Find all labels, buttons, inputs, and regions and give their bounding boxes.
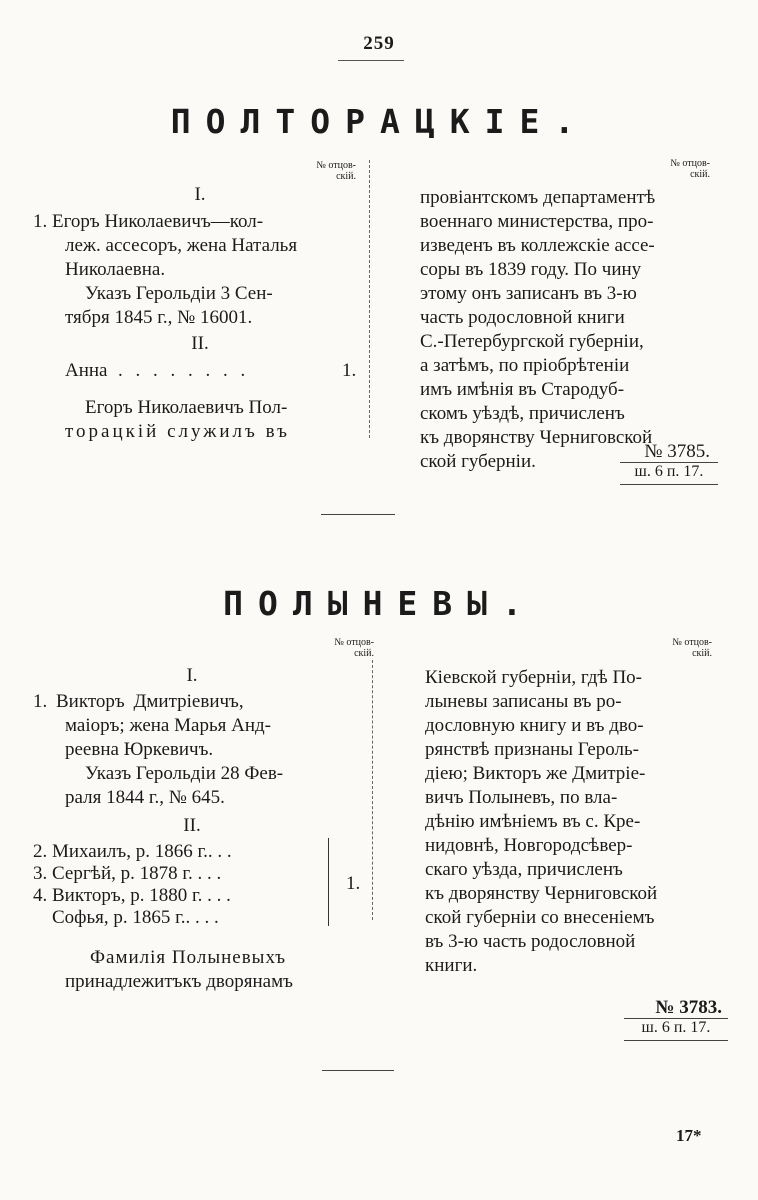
section1-right-line: изведенъ въ коллежскіе ассе- [420, 235, 655, 256]
section2-right-line: рянствѣ признаны Героль- [425, 739, 640, 760]
section1-entry1-line2: леж. ассесоръ, жена Наталья [65, 235, 298, 256]
section2-column-divider [372, 660, 373, 920]
section2-right-line: дѣнію имѣніемъ въ с. Кре- [425, 811, 641, 832]
section1-right-line: часть родословной книги [420, 307, 625, 328]
section2-children-brace [328, 838, 329, 926]
section2-coat: ш. 6 п. 17. [624, 1018, 728, 1041]
section1-generation-2: II. [191, 333, 209, 354]
section2-right-line: Кіевской губерніи, гдѣ По- [425, 667, 642, 688]
section2-col-note-right: № отцов- скій. [672, 637, 712, 659]
section1-right-line: ской губерніи. [420, 451, 536, 472]
section1-anna: Анна [65, 360, 108, 381]
section2-right-column [425, 666, 657, 978]
section2-right-line: скаго уѣзда, причисленъ [425, 859, 623, 880]
section1-right-line: имъ имѣнія въ Стародуб- [420, 379, 625, 400]
section2-right-line: нидовнѣ, Новгородсѣвер- [425, 835, 633, 856]
section-separator-1 [321, 514, 395, 515]
section2-child-2: 3. Сергѣй, р. 1878 г. . . . [33, 863, 222, 884]
section1-anna-father: 1. [342, 360, 357, 381]
section1-number: № 3785. [644, 441, 710, 462]
section1-entry1-line3: Николаевна. [65, 259, 166, 280]
section1-col-note-left: № отцов- скій. [316, 160, 356, 182]
section1-right-line: этому онъ записанъ въ 3-ю [420, 283, 637, 304]
section2-right-line: дословную книгу и въ дво- [425, 715, 644, 736]
section1-generation-1: I. [194, 184, 206, 205]
section1-right-line: провіантскомъ департаментѣ [420, 187, 656, 208]
section-separator-2 [322, 1070, 394, 1071]
section2-entry1-line3: реевна Юркевичъ. [65, 739, 214, 760]
section1-col-note-right: № отцов- скій. [670, 158, 710, 180]
section1-right-line: къ дворянству Черниговской [420, 427, 653, 448]
section2-child-4: Софья, р. 1865 г.. . . . [33, 907, 219, 928]
section1-column-divider [369, 160, 370, 438]
section2-entry1-line1: 1. Викторъ Дмитріевичъ, [33, 691, 244, 712]
section2-entry1-line2: маіоръ; жена Марья Анд- [65, 715, 271, 736]
section2-right-line: книги. [425, 955, 478, 976]
section1-title: ПОЛТОРАЦКІЕ. [170, 102, 590, 141]
section1-right-line: военнаго министерства, про- [420, 211, 654, 232]
section1-entry1-line1: 1. Егоръ Николаевичъ—кол- [33, 211, 264, 232]
section2-number: № 3783. [655, 997, 722, 1018]
section2-right-line: діею; Викторъ же Дмитріе- [425, 763, 646, 784]
signature-mark: 17* [676, 1126, 702, 1145]
section1-anna-dots: . . . . . . . . [118, 360, 250, 381]
section1-right-column [420, 186, 655, 474]
section2-title: ПОЛЫНЕВЫ. [223, 584, 537, 623]
section2-right-line: лыневы записаны въ ро- [425, 691, 622, 712]
section2-col-note-left: № отцов- скій. [334, 637, 374, 659]
section2-right-line: вичъ Полыневъ, по вла- [425, 787, 618, 808]
section2-generation-1: I. [186, 665, 198, 686]
section2-entry1-line4: Указъ Герольдіи 28 Фев- [85, 763, 284, 784]
section1-text-line2: торацкій служилъ въ [65, 421, 290, 442]
section1-right-line: скомъ уѣздѣ, причисленъ [420, 403, 625, 424]
section1-right-line: соры въ 1839 году. По чину [420, 259, 642, 280]
section1-right-line: а затѣмъ, по пріобрѣтеніи [420, 355, 630, 376]
section2-text-line1: Фамилія Полыневыхъ [90, 947, 287, 968]
section1-right-line: С.-Петербургской губерніи, [420, 331, 644, 352]
page-number: 259 [363, 33, 395, 54]
section2-entry1-line5: раля 1844 г., № 645. [65, 787, 225, 808]
section2-right-line: къ дворянству Черниговской [425, 883, 658, 904]
section2-generation-2: II. [183, 815, 201, 836]
section2-right-line: ской губерніи со внесеніемъ [425, 907, 655, 928]
section2-children-father: 1. [346, 873, 361, 894]
page-number-rule [338, 60, 404, 61]
section2-child-3: 4. Викторъ, р. 1880 г. . . . [33, 885, 231, 906]
section1-entry1-line5: тября 1845 г., № 16001. [65, 307, 253, 328]
section1-entry1-line4: Указъ Герольдіи 3 Сен- [85, 283, 273, 304]
section2-child-1: 2. Михаилъ, р. 1866 г.. . . [33, 841, 232, 862]
section1-text-line1: Егоръ Николаевичъ Пол- [85, 397, 288, 418]
section1-coat: ш. 6 п. 17. [620, 462, 718, 485]
section2-right-line: въ 3-ю часть родословной [425, 931, 636, 952]
section2-text-line2: принадлежитъкъ дворянамъ [65, 971, 293, 992]
